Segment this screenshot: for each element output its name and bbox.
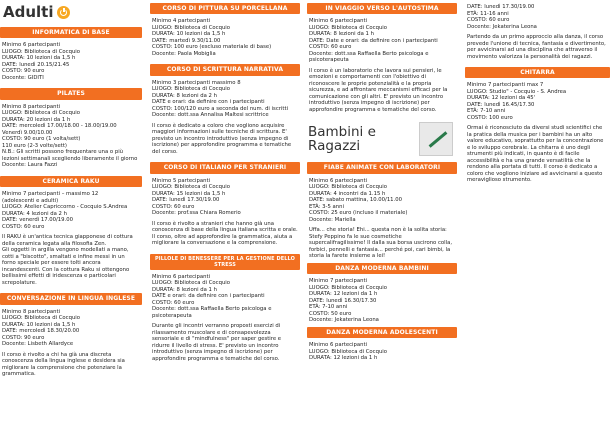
kids-title-text <box>307 125 376 153</box>
section-header: CORSO DI SCRITTURA NARRATIVA <box>150 64 300 75</box>
line: Docente: dott.ssa Annalisa Maltesi scrittrice <box>152 112 269 119</box>
section-header: CORSO DI PITTURA SU PORCELLANA <box>150 3 300 14</box>
line: Docente: Mariella <box>309 216 356 223</box>
line: Il corso è un laboratorio che lavora sui pensieri, le emozioni e comportamenti con l'obiettivo di riconoscere le proprie potenzialità e la propria sicurezza, e ad affrontare meccanismi efficaci per la comunicazione con gli altri. E' previsto un incontro introduttivo (senza impegno di iscrizione) per approfondire programma e tematiche del corso. <box>309 67 448 113</box>
section-header: CORSO DI ITALIANO PER STRANIERI <box>150 162 300 173</box>
line: LUOGO: Biblioteca di Cocquio <box>152 24 231 31</box>
line: Docente: GIDITI <box>2 74 44 81</box>
line: DURATA: 4 lezioni da 2 h <box>2 210 67 217</box>
line: Minimo 5 partecipanti <box>152 177 211 184</box>
line: Minimo 6 partecipanti <box>152 273 211 280</box>
section-body <box>150 18 300 57</box>
line: DURATA: 10 lezioni da 1,5 h <box>2 321 76 328</box>
section-header: IN VIAGGIO VERSO L'AUTOSTIMA <box>307 3 457 14</box>
line: Docente: dott.ssa Raffaella Berto psicologa e psicoterapeuta <box>152 306 272 319</box>
line: COSTO: 60 euro <box>152 203 195 210</box>
section-header: CHITARRA <box>465 67 610 78</box>
line: DURATA: 20 lezioni da 1 h <box>2 116 71 123</box>
section-body <box>307 178 457 260</box>
line: COSTO: 25 euro (incluso il materiale) <box>309 210 408 217</box>
line: LUOGO: Biblioteca di Cocquio <box>2 110 81 117</box>
line: Gli oggetti in argilla vengono modellati a mano, cotti a "biscotto", smaltati e infine messi in un forno speciale per essere tolti ancora incandescenti. Con la cottura Raku si ottengono bellissimi effetti di iridescenza e particolari screpolature. <box>2 247 130 286</box>
kids-title <box>307 119 457 159</box>
line: COSTO: 100 euro (escluso materiale di base) <box>152 44 272 51</box>
column-adults-2 <box>150 0 300 431</box>
line: LUOGO: Atelier Capriccorno - Cocquio S.Andrea <box>2 204 128 211</box>
line: LUOGO: Biblioteca di Cocquio <box>152 280 231 287</box>
line: (adolescenti e adulti) <box>2 197 59 204</box>
line: DURATA: 8 lezioni da 1 h <box>309 31 374 38</box>
line: Minimo 6 partecipanti <box>309 177 368 184</box>
line: LUOGO: Biblioteca di Cocquio <box>309 348 388 355</box>
line: Minimo 6 partecipanti <box>2 42 61 49</box>
section-header: PILATES <box>0 88 142 99</box>
line: Il corso è rivolto a chi ha già una discreta conoscenza della lingua inglese e desidera sia migliorare la comprensione che potenziare la grammatica. <box>2 351 125 377</box>
line: DATE e orari: da definire con i partecipanti <box>152 293 265 300</box>
line: Minimo 6 partecipanti <box>309 18 368 25</box>
line: ETÀ: 3-5 anni <box>309 203 344 210</box>
line: COSTO: 60 euro <box>2 223 45 230</box>
line: ETÀ: 7-10 anni <box>467 108 506 115</box>
line: DATE: lunedì 16.30/17.30 <box>309 297 377 304</box>
line: Minimo 3 partecipanti massimo 8 <box>152 79 241 86</box>
line: ETÀ: 7-10 anni <box>309 304 348 311</box>
line: Uffa... che storia! Ehi... questa non è la solita storia: Stefy Peppino fa le sue cosmetiche supercalifragilissime! Il dalla sua borsa uscirono colla, forbici, pennelli e fantasia... perché poi, cari bimbi, la storia la farete insieme a lei! <box>309 227 453 260</box>
line: Minimo 4 partecipanti <box>152 18 211 25</box>
column-kids-2 <box>465 0 610 431</box>
line: DURATA: 12 lezioni da 1 h <box>309 355 378 361</box>
line: DURATA: 10 lezioni da 1,5 h <box>152 31 226 38</box>
line: Docente: Lisbeth Allardyce <box>2 341 74 347</box>
line: COSTO: 50 euro <box>309 310 352 317</box>
section-header: CERAMICA RAKU <box>0 176 142 187</box>
line: COSTO: 90 euro <box>2 334 45 341</box>
line: COSTO: 100 euro <box>467 114 513 121</box>
line: Durante gli incontri verranno proposti esercizi di rilassamento muscolare e di consapevolezza sensoriale e di "mindfulness" per saper gestire e ridurre il livello di stress. E' previsto un incontro introduttivo (senza impegno di iscrizione) per approfondire programma e tematiche del corso. <box>152 323 282 362</box>
column-adults-kids <box>307 0 457 431</box>
section-porcellana <box>150 3 300 57</box>
section-header: PILLOLE DI BENESSERE PER LA GESTIONE DELLO STRESS <box>150 254 300 270</box>
section-body <box>307 342 457 362</box>
section-body <box>465 82 610 184</box>
line: DATE: lunedì 17.30/19.00 <box>152 197 220 204</box>
line: DATE: mercoledì 18.30/20.00 <box>2 328 80 334</box>
line: Docente: dott.ssa Raffaella Berto psicologa e psicoterapeuta <box>309 50 429 64</box>
line: COSTO: 90 euro <box>2 68 45 75</box>
kids-title-line: Bambini e <box>308 124 376 141</box>
line: Il corso è dedicato a coloro che vogliono acquisire maggiori informazioni sulle tecniche di scrittura. E' previsto un incontro introduttivo (senza impegno di iscrizione) per approfondire programma e tematiche del corso. <box>152 122 292 155</box>
line: Il RAKU è un'antica tecnica giapponese di cottura della ceramica legata alla filosofia Zen. <box>2 234 133 247</box>
line: LUOGO: Biblioteca di Cocquio <box>152 184 231 191</box>
line: DURATA: 12 lezioni da 45' <box>467 95 536 102</box>
line: COSTO: 100/120 euro a seconda del num. di iscritti <box>152 105 289 112</box>
line: LUOGO: Biblioteca di Cocquio <box>309 284 388 291</box>
section-body <box>307 278 457 324</box>
line: DATE: Date e orari: da definire con i partecipanti <box>309 37 438 44</box>
section-body <box>150 274 300 363</box>
line: DATE: lunedì 20.15/21.45 <box>2 61 70 68</box>
kids-title-line: Ragazzi <box>308 138 361 155</box>
line: Ormai è riconosciuto da diversi studi scientifici che la pratica della musica per i bambini ha un alto valore educativo, soprattutto per la concentrazione e lo sviluppo cerebrale. La chitarra è uno degli strumenti più indicati, in quanto è di facile accessibilità e ha una grande versatilità che la rendono alla portata di tutti. Il corso è dedicato a coloro che vogliono iniziare ad avvicinarsi a questo meraviglioso strumento. <box>467 125 604 184</box>
section-body <box>150 178 300 247</box>
section-scrittura <box>150 64 300 155</box>
line: DURATA: 8 lezioni da 2 h <box>152 92 217 99</box>
section-body <box>0 309 142 378</box>
line: Minimo 7 partecipanti – massimo 12 <box>2 191 99 198</box>
line: DATE: lunedì 17.30/19.00 <box>467 4 535 10</box>
adults-title-text: Adulti <box>3 2 54 21</box>
line: Minimo 8 partecipanti <box>2 103 61 110</box>
line: LUOGO: Biblioteca di Cocquio <box>2 315 81 321</box>
pencil-icon <box>419 122 453 156</box>
line: Minimo 6 partecipanti <box>309 342 368 348</box>
section-pilates <box>0 88 142 168</box>
line: DATE: mercoledì 17.00/18.00 - 18.00/19.00 <box>2 123 117 130</box>
section-stress <box>150 254 300 363</box>
line: LUOGO: Biblioteca di Cocquio <box>309 184 388 191</box>
line: Docente: prof.ssa Chiara Romerio <box>152 210 241 217</box>
line: LUOGO: Biblioteca di Cocquio <box>152 86 231 93</box>
line: Docente: Jekaterina Leona <box>309 317 379 324</box>
line: DURATA: 12 lezioni da 1 h <box>309 291 378 298</box>
line: Docente: Jekaterina Leona <box>467 23 537 30</box>
section-body <box>307 18 457 113</box>
line: ETÀ: 11-16 anni <box>467 10 509 17</box>
section-header: DANZA MODERNA BAMBINI <box>307 263 457 274</box>
section-italiano <box>150 162 300 246</box>
line: DURATA: 15 lezioni da 1,5 h <box>152 190 226 197</box>
power-icon <box>57 6 70 19</box>
line: DURATA: 10 lezioni da 1,5 h <box>2 55 76 62</box>
section-header: FIABE ANIMATE CON LABORATORI <box>307 162 457 173</box>
line: Minimo 7 partecipanti max 7 <box>467 82 544 89</box>
section-danza-bambini <box>307 263 457 324</box>
section-ceramica <box>0 176 142 286</box>
line: Minimo 7 partecipanti <box>309 278 368 285</box>
line: DURATA: 8 lezioni da 1 h <box>152 286 217 293</box>
line: Venerdì 9.00/10.00 <box>2 129 53 136</box>
line: COSTO: 90 euro (1 volta/sett) <box>2 136 81 143</box>
section-informatica <box>0 27 142 81</box>
line: COSTO: 60 euro <box>467 17 510 23</box>
line: Minimo 8 partecipanti <box>2 308 61 315</box>
column-adults-1 <box>0 0 142 431</box>
adults-title <box>0 0 142 24</box>
section-header: CONVERSAZIONE IN LINGUA INGLESE <box>0 293 142 304</box>
line: LUOGO: Studio" - Cocquio - S. Andrea <box>467 88 567 95</box>
line: Partendo da un primo approccio alla danza, il corso prevede l'unione di tecnica, fantasia e divertimento, per avvicinarsi ad una disciplina che attraverso il movimento valorizza la personalità dei ragazzi. <box>467 34 606 60</box>
line: DURATA: 4 incontri da 1.15 h <box>309 190 386 197</box>
line: Docente: Paola Mobiglia <box>152 50 216 57</box>
line: DATE e orari: da definire con i partecipanti <box>152 99 265 106</box>
line: Il corso è rivolto a stranieri che hanno già una conoscenza di base della lingua italiana scritta e orale. Il corso, oltre ad approfondire la grammatica, aiuta a migliorare la conversazione e la comprensione. <box>152 220 298 247</box>
danza-adolescenti-continued <box>465 0 610 60</box>
section-inglese <box>0 293 142 377</box>
line: DATE: martedì 9.30/11.00 <box>152 37 221 44</box>
line: DATE: sabato mattina, 10.00/11.00 <box>309 197 402 204</box>
section-header: DANZA MODERNA ADOLESCENTI <box>307 327 457 338</box>
line: Docente: Laura Fazzi <box>2 162 58 169</box>
section-fiabe <box>307 162 457 259</box>
section-chitarra <box>465 67 610 184</box>
section-header: INFORMATICA DI BASE <box>0 27 142 38</box>
section-body <box>0 42 142 81</box>
line: LUOGO: Biblioteca di Cocquio <box>2 48 81 55</box>
section-body <box>0 191 142 286</box>
line: LUOGO: Biblioteca di Cocquio <box>309 24 388 31</box>
section-body <box>150 80 300 156</box>
line: COSTO: 60 euro <box>152 299 195 306</box>
line: DATE: lunedì 16.45/17.30 <box>467 101 535 108</box>
section-autostima <box>307 3 457 113</box>
section-danza-adolescenti <box>307 327 457 362</box>
section-body <box>0 104 142 169</box>
line: COSTO: 60 euro <box>309 44 352 51</box>
line: N.B.: Gli scritti possono frequentare una o più lezioni settimanali scegliendo liberamente il giorno <box>2 149 138 162</box>
line: 110 euro (2-3 volte/sett) <box>2 142 68 149</box>
line: DATE: venerdì 17.00/19.00 <box>2 217 73 224</box>
